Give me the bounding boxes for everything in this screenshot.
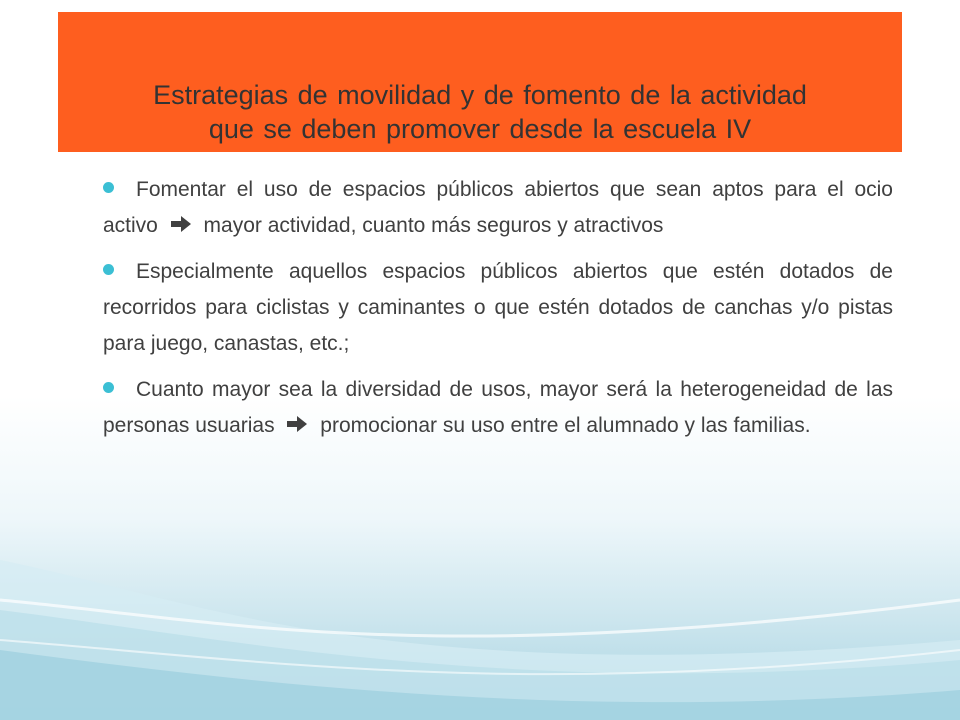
bullet-item-1 <box>103 172 893 244</box>
bullet-dot-icon <box>103 264 114 275</box>
bullet-dot-icon <box>103 182 114 193</box>
bullet-list <box>103 172 893 454</box>
bullet-dot-icon <box>103 382 114 393</box>
bullet-3-text-a: Cuanto mayor sea la diversidad de usos, mayor será la heterogeneidad de las personas usuarias <box>103 378 893 437</box>
slide-title <box>153 78 807 152</box>
bullet-1-text-a: Fomentar el uso de espacios públicos abiertos que sean aptos para el ocio activo <box>103 178 893 237</box>
title-line-1: Estrategias de movilidad y de fomento de la actividad <box>153 80 807 110</box>
bullet-item-3 <box>103 372 893 444</box>
bullet-item-2 <box>103 254 893 362</box>
title-line-2: que se deben promover desde la escuela IV <box>208 114 752 144</box>
right-arrow-icon <box>286 415 308 433</box>
title-bar <box>58 12 902 152</box>
bullet-2-text: Especialmente aquellos espacios públicos abiertos que estén dotados de recorridos para ciclistas y caminantes o que estén dotados de canchas y/o pistas para juego, canastas, etc.; <box>103 260 893 355</box>
bullet-3-text-b: promocionar su uso entre el alumnado y las familias. <box>320 414 811 437</box>
right-arrow-icon <box>170 215 192 233</box>
bullet-1-text-b: mayor actividad, cuanto más seguros y atractivos <box>203 214 664 237</box>
